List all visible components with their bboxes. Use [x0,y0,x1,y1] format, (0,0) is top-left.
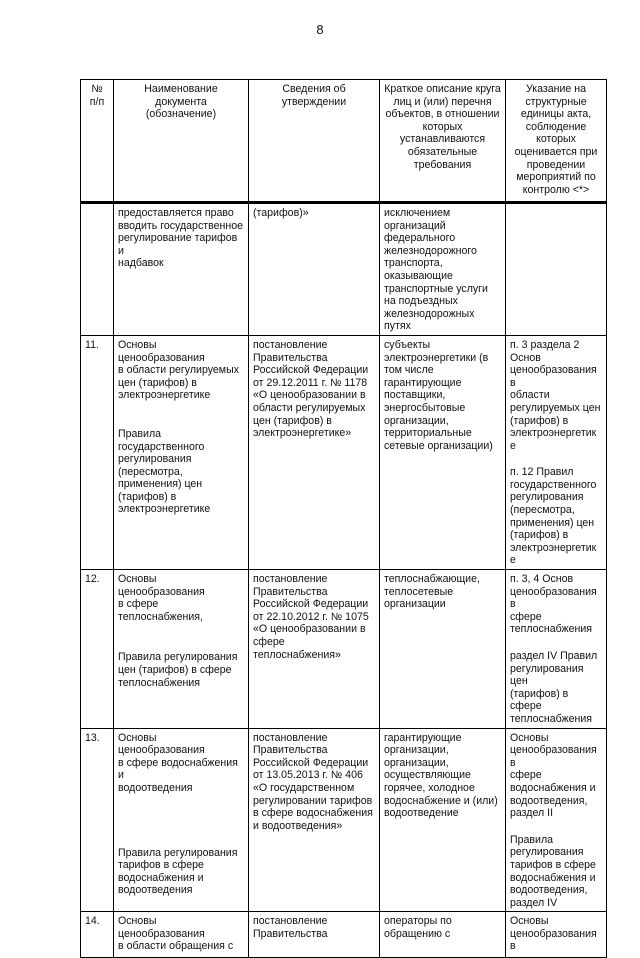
row-units [506,203,607,336]
row-name: Основы ценообразования в области обращения с [114,912,249,958]
header-units: Указание на структурные единицы акта, соблюдение которых оценивается при проведении мероприятий по контролю <*> [506,80,607,203]
table-header-row [81,80,607,203]
row-subjects: операторы по обращению с [380,912,506,958]
row-subjects: исключением организаций федерального железнодорожного транспорта, оказывающие транспортные услуги на подъездных железнодорожных путях [380,203,506,336]
header-approval: Сведения об утверждении [249,80,380,203]
row-num [81,203,114,336]
row-approval: постановление Правительства Российской Федерации от 29.12.2011 г. № 1178 «О ценообразовании в области регулируемых цен (тарифов) в электроэнергетике» [249,335,380,569]
page-number: 8 [316,22,324,37]
row-units: п. 3 раздела 2 Основ ценообразования в области регулируемых цен (тарифов) в электроэнергетике п. 12 Правил государственного регулирования (пересмотра, применения) цен (тарифов) в электроэнергетике [506,335,607,569]
header-name: Наименование документа (обозначение) [114,80,249,203]
row-name-secondary: Правила регулирования цен (тарифов) в сфере теплоснабжения [118,651,238,689]
table-row [81,203,607,336]
row-units: Основы ценообразования в [506,912,607,958]
row-num: 13. [81,728,114,912]
row-subjects: гарантирующие организации, организации, осуществляющие горячее, холодное водоснабжение и (или) водоотведение [380,728,506,912]
row-approval: постановление Правительства Российской Федерации от 13.05.2013 г. № 406 «О государственном регулировании тарифов в сфере водоснабжения и водоотведения» [249,728,380,912]
row-subjects: теплоснабжающие, теплосетевые организации [380,570,506,729]
row-subjects: субъекты электроэнергетики (в том числе гарантирующие поставщики, энергосбытовые организации, территориальные сетевые организации) [380,335,506,569]
row-num: 12. [81,570,114,729]
row-name: Основы ценообразования в сфере теплоснабжения, Правила регулирования цен (тарифов) в сфере теплоснабжения [114,570,249,729]
row-name: Основы ценообразования в сфере водоснабжения и водоотведения Правила регулирования тарифов в сфере водоснабжения и водоотведения [114,728,249,912]
row-num: 11. [81,335,114,569]
table-row [81,912,607,958]
row-approval: (тарифов)» [249,203,380,336]
row-units: Основы ценообразования в сфере водоснабжения и водоотведения, раздел II Правила регулирования тарифов в сфере водоснабжения и водоотведения, раздел IV [506,728,607,912]
row-units-secondary: Правила регулирования тарифов в сфере водоснабжения и водоотведения, раздел IV [510,833,596,909]
row-units: п. 3, 4 Основ ценообразования в сфере теплоснабжения раздел IV Правил регулирования цен (тарифов) в сфере теплоснабжения [506,570,607,729]
row-num: 14. [81,912,114,958]
table-row [81,335,607,569]
row-name: предоставляется право вводить государственное регулирование тарифов и надбавок [114,203,249,336]
table-row [81,570,607,729]
row-name-secondary: Правила регулирования тарифов в сфере водоснабжения и водоотведения [118,846,238,897]
row-approval: постановление Правительства [249,912,380,958]
row-units-secondary: раздел IV Правил регулирования цен (тарифов) в сфере теплоснабжения [510,650,598,725]
table-row [81,728,607,912]
header-subjects: Краткое описание круга лиц и (или) перечня объектов, в отношении которых устанавливаются обязательные требования [380,80,506,203]
requirements-table [80,79,607,958]
row-name-secondary: Правила государственного регулирования (пересмотра, применения) цен (тарифов) в электроэнергетике [118,427,211,516]
row-units-secondary: п. 12 Правил государственного регулирования (пересмотра, применения) цен (тарифов) в электроэнергетике [510,466,597,567]
header-num: № п/п [81,80,114,203]
row-approval: постановление Правительства Российской Федерации от 22.10.2012 г. № 1075 «О ценообразовании в сфере теплоснабжения» [249,570,380,729]
row-name: Основы ценообразования в области регулируемых цен (тарифов) в электроэнергетике Правила государственного регулирования (пересмотра, применения) цен (тарифов) в электроэнергетике [114,335,249,569]
